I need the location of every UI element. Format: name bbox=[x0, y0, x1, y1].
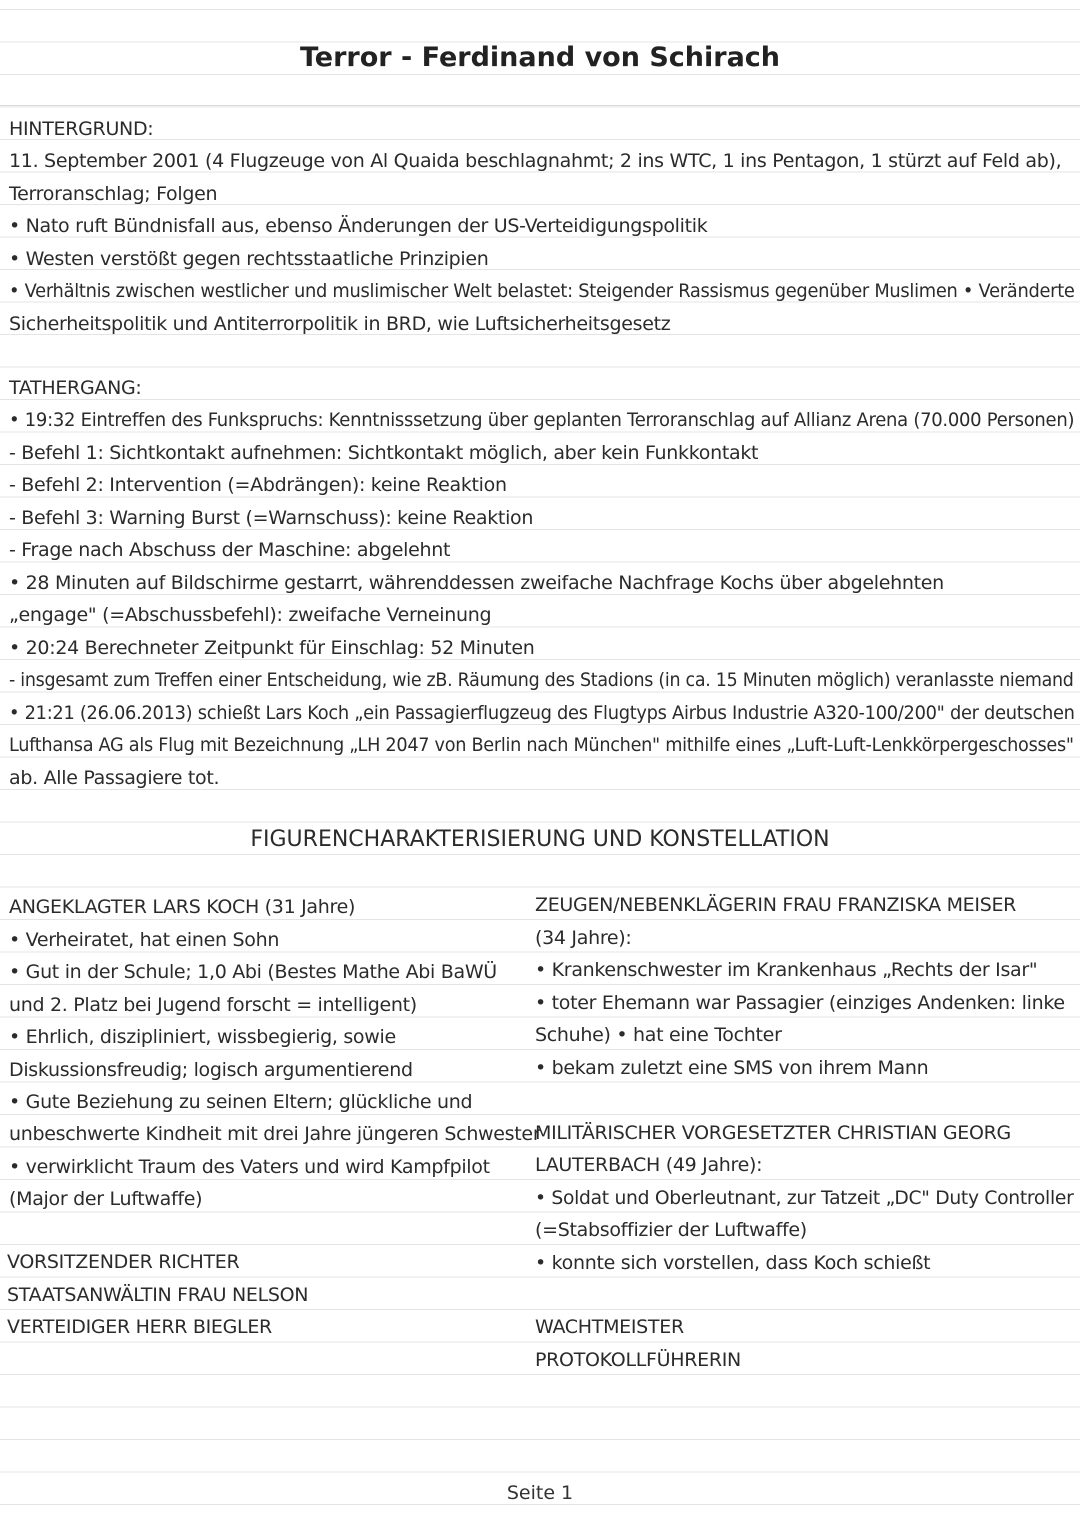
character-name: PROTOKOLLFÜHRERIN bbox=[535, 1349, 741, 1371]
character-name: STAATSANWÄLTIN FRAU NELSON bbox=[7, 1284, 309, 1306]
character-line: • Soldat und Oberleutnant, zur Tatzeit „DC" Duty Controller bbox=[535, 1187, 1074, 1209]
character-line: LAUTERBACH (49 Jahre): bbox=[535, 1154, 763, 1176]
section-heading-tathergang: TATHERGANG: bbox=[9, 377, 142, 399]
tathergang-line: „engage" (=Abschussbefehl): zweifache Verneinung bbox=[9, 604, 492, 626]
character-line: • toter Ehemann war Passagier (einziges Andenken: linke bbox=[535, 992, 1065, 1014]
character-name: WACHTMEISTER bbox=[535, 1316, 684, 1338]
page-number: Seite 1 bbox=[506, 1482, 574, 1504]
character-line: • Krankenschwester im Krankenhaus „Rechts der Isar" bbox=[535, 959, 1038, 981]
character-line: Schuhe) • hat eine Tochter bbox=[535, 1024, 782, 1046]
tathergang-line: - Befehl 1: Sichtkontakt aufnehmen: Sichtkontakt möglich, aber kein Funkkontakt bbox=[9, 442, 759, 464]
hintergrund-line: Sicherheitspolitik und Antiterrorpolitik in BRD, wie Luftsicherheitsgesetz bbox=[9, 313, 671, 335]
hintergrund-line: Terroranschlag; Folgen bbox=[9, 183, 218, 205]
character-line: und 2. Platz bei Jugend forscht = intelligent) bbox=[9, 994, 417, 1016]
tathergang-line: • 20:24 Berechneter Zeitpunkt für Einschlag: 52 Minuten bbox=[9, 637, 535, 659]
hintergrund-line: 11. September 2001 (4 Flugzeuge von Al Quaida beschlagnahmt; 2 ins WTC, 1 ins Pentagon, 1 stürzt auf Feld ab), bbox=[9, 150, 1062, 172]
tathergang-line: ab. Alle Passagiere tot. bbox=[9, 767, 220, 789]
character-line: • verwirklicht Traum des Vaters und wird Kampfpilot bbox=[9, 1156, 490, 1178]
tathergang-line: - Befehl 3: Warning Burst (=Warnschuss): keine Reaktion bbox=[9, 507, 534, 529]
section-heading-hintergrund: HINTERGRUND: bbox=[9, 118, 154, 140]
character-line: • Gute Beziehung zu seinen Eltern; glückliche und bbox=[9, 1091, 473, 1113]
character-line: unbeschwerte Kindheit mit drei Jahre jüngeren Schwester bbox=[9, 1123, 541, 1145]
tathergang-line: • 19:32 Eintreffen des Funkspruchs: Kenntnisssetzung über geplanten Terroranschlag auf Allianz Arena (70.000 Personen) bbox=[9, 409, 1075, 431]
character-meiser-heading: ZEUGEN/NEBENKLÄGERIN FRAU FRANZISKA MEISER bbox=[535, 894, 1017, 916]
character-line: • bekam zuletzt eine SMS von ihrem Mann bbox=[535, 1057, 929, 1079]
character-name: VORSITZENDER RICHTER bbox=[7, 1251, 240, 1273]
character-line: (34 Jahre): bbox=[535, 927, 632, 949]
page-title: Terror - Ferdinand von Schirach bbox=[299, 42, 781, 73]
character-koch-heading: ANGEKLAGTER LARS KOCH (31 Jahre) bbox=[9, 896, 356, 918]
section-heading-figuren: FIGURENCHARAKTERISIERUNG UND KONSTELLATION bbox=[250, 827, 830, 852]
tathergang-line: - Befehl 2: Intervention (=Abdrängen): keine Reaktion bbox=[9, 474, 507, 496]
hintergrund-line: • Verhältnis zwischen westlicher und muslimischer Welt belastet: Steigender Rassismus gegenüber Muslimen • Veränderte bbox=[9, 280, 1075, 302]
character-line: • Verheiratet, hat einen Sohn bbox=[9, 929, 280, 951]
character-line: (=Stabsoffizier der Luftwaffe) bbox=[535, 1219, 807, 1241]
character-line: • Ehrlich, diszipliniert, wissbegierig, sowie bbox=[9, 1026, 396, 1048]
tathergang-line: • 21:21 (26.06.2013) schießt Lars Koch „ein Passagierflugzeug des Flugtyps Airbus Industrie A320-100/200" der deutschen bbox=[9, 702, 1075, 724]
character-line: • Gut in der Schule; 1,0 Abi (Bestes Mathe Abi BaWÜ bbox=[9, 961, 497, 983]
character-line: (Major der Luftwaffe) bbox=[9, 1188, 203, 1210]
character-line: • konnte sich vorstellen, dass Koch schießt bbox=[535, 1252, 931, 1274]
character-name: VERTEIDIGER HERR BIEGLER bbox=[7, 1316, 272, 1338]
hintergrund-line: • Westen verstößt gegen rechtsstaatliche Prinzipien bbox=[9, 248, 489, 270]
tathergang-line: • 28 Minuten auf Bildschirme gestarrt, währenddessen zweifache Nachfrage Kochs über abgelehnten bbox=[9, 572, 944, 594]
tathergang-line: - Frage nach Abschuss der Maschine: abgelehnt bbox=[9, 539, 451, 561]
header-rule bbox=[0, 105, 1080, 106]
tathergang-line: - insgesamt zum Treffen einer Entscheidung, wie zB. Räumung des Stadions (in ca. 15 Minuten möglich) veranlasste niemand bbox=[9, 669, 1074, 691]
character-line: Diskussionsfreudig; logisch argumentierend bbox=[9, 1059, 413, 1081]
tathergang-line: Lufthansa AG als Flug mit Bezeichnung „LH 2047 von Berlin nach München" mithilfe eines „Luft-Luft-Lenkkörpergeschosses" bbox=[9, 734, 1074, 756]
character-lauterbach-heading: MILITÄRISCHER VORGESETZTER CHRISTIAN GEORG bbox=[535, 1122, 1011, 1144]
hintergrund-line: • Nato ruft Bündnisfall aus, ebenso Änderungen der US-Verteidigungspolitik bbox=[9, 215, 708, 237]
